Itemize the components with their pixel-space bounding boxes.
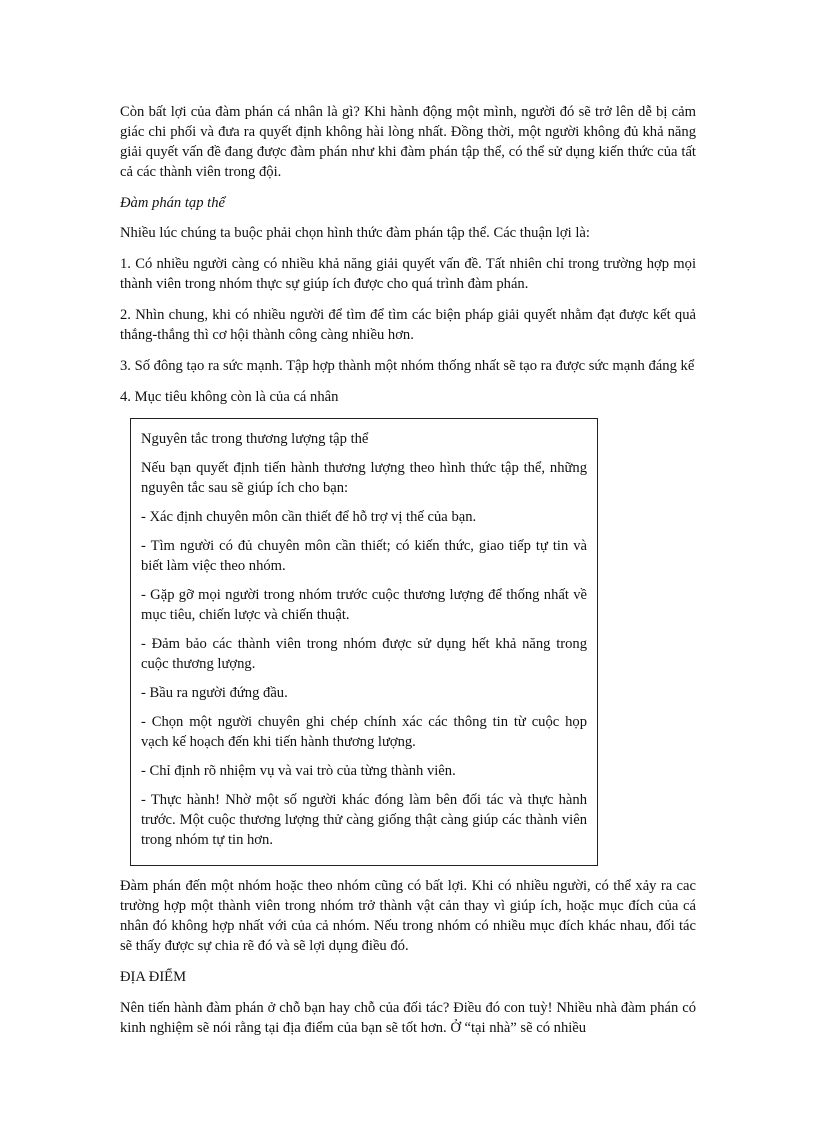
advantage-item-3: 3. Số đông tạo ra sức mạnh. Tập hợp thành một nhóm thống nhất sẽ tạo ra được sức mạnh đáng kể — [120, 358, 695, 374]
advantage-item-2: 2. Nhìn chung, khi có nhiều người để tìm để tìm các biện pháp giải quyết nhằm đạt được kết quả thắng-thắng thì cơ hội thành công càng nhiều hơn. — [120, 307, 696, 343]
rule-item: - Bầu ra người đứng đầu. — [141, 685, 288, 701]
rule-item: - Xác định chuyên môn cần thiết để hỗ trợ vị thế của bạn. — [141, 509, 477, 525]
rule-item: - Gặp gỡ mọi người trong nhóm trước cuộc thương lượng để thống nhất về mục tiêu, chiến lược và chiến thuật. — [141, 587, 587, 623]
rule-item: - Chọn một người chuyên ghi chép chính xác các thông tin từ cuộc họp vạch kế hoạch đến khi tiến hành thương lượng. — [141, 714, 587, 750]
rule-item: - Tìm người có đủ chuyên môn cần thiết; có kiến thức, giao tiếp tự tin và biết làm việc theo nhóm. — [141, 538, 587, 574]
document-page — [120, 102, 696, 1049]
rules-box-intro: Nếu bạn quyết định tiến hành thương lượng theo hình thức tập thể, những nguyên tắc sau sẽ giúp ích cho bạn: — [141, 460, 587, 496]
rule-item: - Chỉ định rõ nhiệm vụ và vai trò của từng thành viên. — [141, 763, 456, 779]
advantage-item-1: 1. Có nhiều người càng có nhiều khả năng giải quyết vấn đề. Tất nhiên chỉ trong trường hợp mọi thành viên trong nhóm thực sự giúp ích được cho quá trình đàm phán. — [120, 256, 696, 292]
advantage-item-4: 4. Mục tiêu không còn là của cá nhân — [120, 389, 339, 405]
disadvantage-paragraph: Đàm phán đến một nhóm hoặc theo nhóm cũng có bất lợi. Khi có nhiều người, có thể xảy ra cac trường hợp một thành viên trong nhóm trở thành vật cản thay vì giúp ích, hoặc mục đích của cá nhân đó không hợp nhất với của cả nhóm. Nếu trong nhóm có nhiều mục đích khác nhau, đối tác sẽ thấy được sự chia rẽ đó và sẽ lợi dụng điều đó. — [120, 878, 696, 954]
rule-item: - Thực hành! Nhờ một số người khác đóng làm bên đối tác và thực hành trước. Một cuộc thương lượng thử càng giống thật càng giúp các thành viên trong nhóm tự tin hơn. — [141, 792, 587, 848]
group-rules-box — [130, 418, 598, 866]
rules-box-title: Nguyên tắc trong thương lượng tập thể — [141, 431, 369, 447]
group-lead-paragraph: Nhiều lúc chúng ta buộc phải chọn hình thức đàm phán tập thể. Các thuận lợi là: — [120, 225, 590, 241]
group-negotiation-heading: Đàm phán tạp thể — [120, 195, 225, 211]
location-heading: ĐỊA ĐIỂM — [120, 969, 187, 985]
location-paragraph: Nên tiến hành đàm phán ở chỗ bạn hay chỗ của đối tác? Điều đó con tuỳ! Nhiều nhà đàm phán có kinh nghiệm sẽ nói rằng tại địa điểm của bạn sẽ tốt hơn. Ở “tại nhà” sẽ có nhiều — [120, 1000, 696, 1036]
rule-item: - Đảm bảo các thành viên trong nhóm được sử dụng hết khả năng trong cuộc thương lượng. — [141, 636, 587, 672]
intro-paragraph: Còn bất lợi của đàm phán cá nhân là gì? Khi hành động một mình, người đó sẽ trở lên dễ bị cảm giác chi phối và đưa ra quyết định không hài lòng nhất. Đồng thời, một người không đủ khả năng giải quyết vấn đề đang được đàm phán như khi đàm phán tập thể, có thể sử dụng kiến thức của tất cả các thành viên trong đội. — [120, 104, 696, 180]
